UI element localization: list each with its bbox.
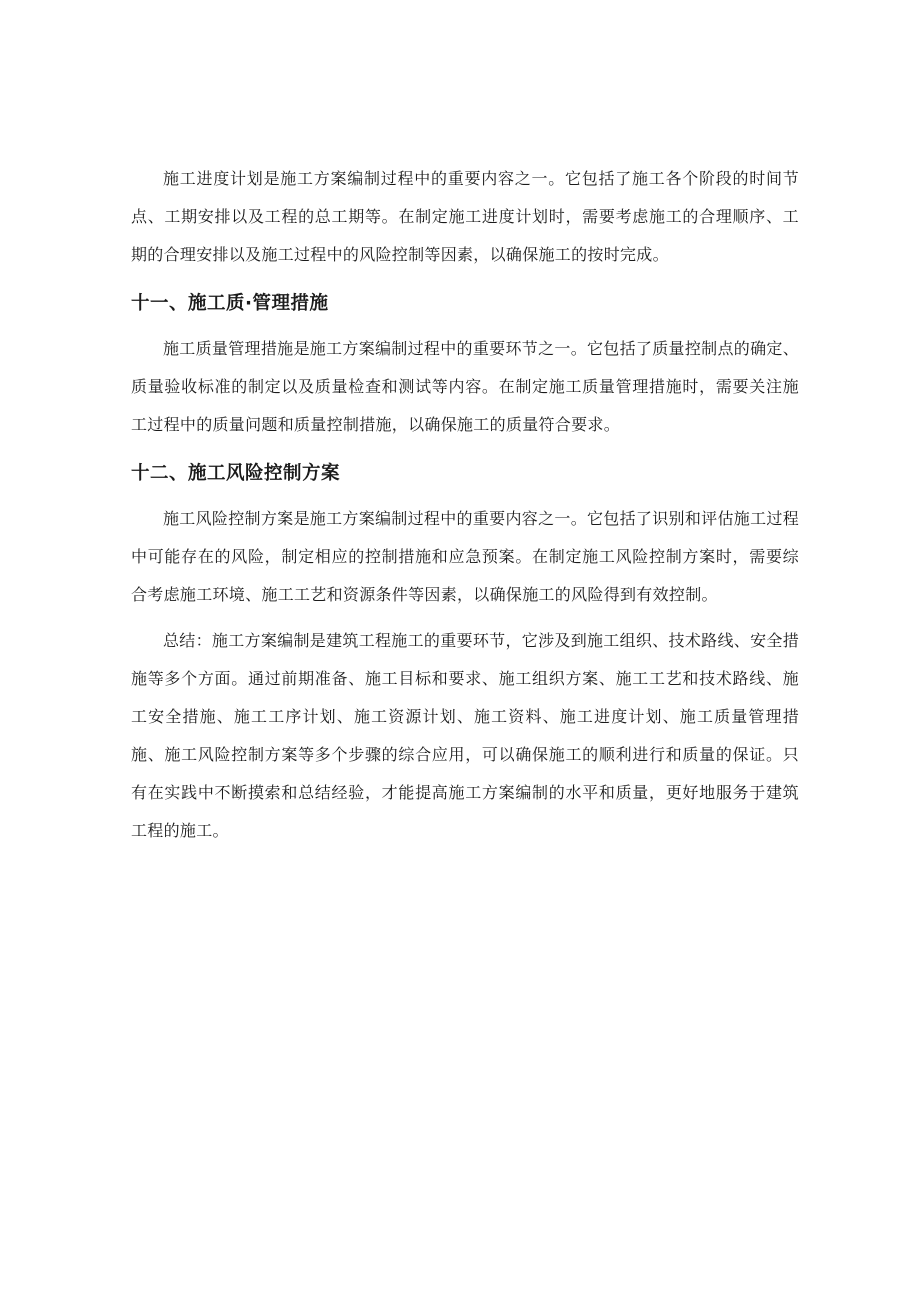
document-body: [131, 160, 799, 858]
paragraph-risk-control: 施工风险控制方案是施工方案编制过程中的重要内容之一。它包括了识别和评估施工过程中可能存在的风险，制定相应的控制措施和应急预案。在制定施工风险控制方案时，需要综合考虑施工环境、施工工艺和资源条件等因素，以确保施工的风险得到有效控制。: [131, 509, 799, 604]
section-heading-risk-control: 十二、施工风险控制方案: [131, 463, 341, 484]
section-heading-quality-management: 十一、施工质·管理措施: [131, 293, 329, 314]
paragraph-quality-management: 施工质量管理措施是施工方案编制过程中的重要环节之一。它包括了质量控制点的确定、质量验收标准的制定以及质量检查和测试等内容。在制定施工质量管理措施时，需要关注施工过程中的质量问题和质量控制措施，以确保施工的质量符合要求。: [131, 339, 799, 434]
paragraph-summary: 总结：施工方案编制是建筑工程施工的重要环节，它涉及到施工组织、技术路线、安全措施等多个方面。通过前期准备、施工目标和要求、施工组织方案、施工工艺和技术路线、施工安全措施、施工工序计划、施工资源计划、施工资料、施工进度计划、施工质量管理措施、施工风险控制方案等多个步骤的综合应用，可以确保施工的顺利进行和质量的保证。只有在实践中不断摸索和总结经验，才能提高施工方案编制的水平和质量，更好地服务于建筑工程的施工。: [131, 631, 799, 840]
paragraph-schedule-plan: 施工进度计划是施工方案编制过程中的重要内容之一。它包括了施工各个阶段的时间节点、工期安排以及工程的总工期等。在制定施工进度计划时，需要考虑施工的合理顺序、工期的合理安排以及施工过程中的风险控制等因素，以确保施工的按时完成。: [131, 169, 799, 264]
